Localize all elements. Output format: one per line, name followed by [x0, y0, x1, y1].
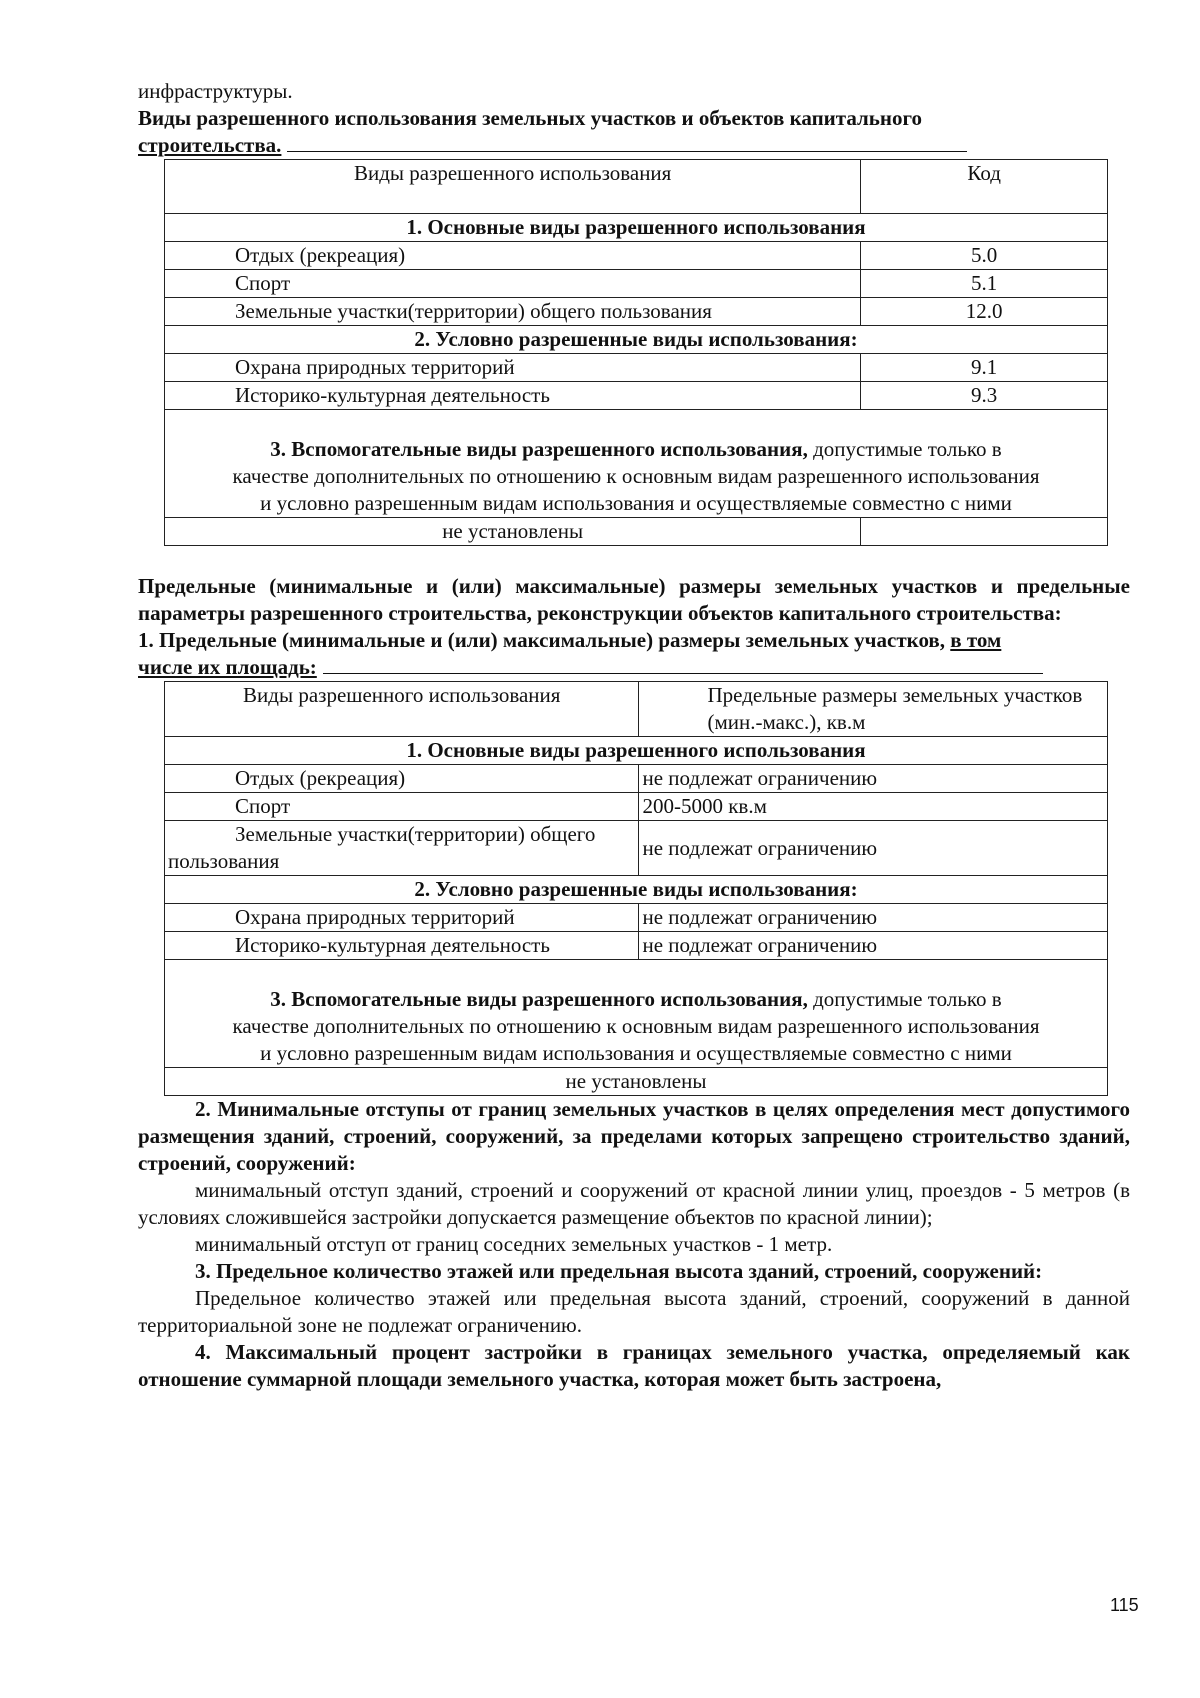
heading-permitted-uses-line1: Виды разрешенного использования земельных участков и объектов капитального — [138, 106, 923, 130]
item4-heading: 4. Максимальный процент застройки в границах земельного участка, определяемый как отношение суммарной площади земельного участка, которая может быть застроена, — [138, 1340, 1130, 1391]
section-row — [165, 326, 1108, 354]
use-name: Историко-культурная деятельность — [165, 382, 861, 410]
section-auxiliary-line1: допустимые только в — [807, 987, 1002, 1011]
section-auxiliary-line3: и условно разрешенным видам использования и осуществляемые совместно с ними — [260, 491, 1012, 515]
section-auxiliary-line3: и условно разрешенным видам использования и осуществляемые совместно с ними — [260, 1041, 1012, 1065]
use-code: 5.1 — [861, 270, 1108, 298]
size-value: не подлежат ограничению — [639, 765, 1108, 793]
table-row — [165, 904, 1108, 932]
use-code: 5.0 — [861, 242, 1108, 270]
use-code: 9.1 — [861, 354, 1108, 382]
section-auxiliary-title: 3. Вспомогательные виды разрешенного использования, — [270, 437, 808, 461]
size-value: не подлежат ограничению — [639, 932, 1108, 960]
plot-size-table — [164, 681, 1108, 1096]
use-name: Отдых (рекреация) — [165, 765, 639, 793]
size-value: не подлежат ограничению — [639, 904, 1108, 932]
section-conditional: 2. Условно разрешенные виды использования: — [165, 326, 1108, 354]
use-name-line2: пользования — [168, 849, 280, 873]
use-name: Спорт — [165, 793, 639, 821]
section-row — [165, 410, 1108, 518]
item3-heading: 3. Предельное количество этажей или предельная высота зданий, строений, сооружений: — [195, 1259, 1043, 1283]
table-row — [165, 382, 1108, 410]
use-name: Охрана природных территорий — [165, 354, 861, 382]
item2-heading: 2. Минимальные отступы от границ земельных участков в целях определения мест допустимого размещения зданий, строений, сооружений, за пределами которых запрещено строительство зданий, строений, сооружений: — [138, 1097, 1130, 1175]
heading-permitted-uses-line2: строительства. — [138, 133, 282, 157]
section-auxiliary-title: 3. Вспомогательные виды разрешенного использования, — [270, 987, 808, 1011]
heading-item1-text: 1. Предельные (минимальные и (или) максимальные) размеры земельных участков, — [138, 628, 951, 652]
section-auxiliary — [165, 960, 1108, 1068]
use-name: Охрана природных территорий — [165, 904, 639, 932]
table-row — [165, 518, 1108, 546]
not-set-cell: не установлены — [165, 1068, 1108, 1096]
use-code: 12.0 — [861, 298, 1108, 326]
header-name: Виды разрешенного использования — [165, 682, 639, 737]
use-name-line1: Земельные участки(территории) общего — [235, 822, 596, 846]
use-name — [165, 821, 639, 876]
empty-cell — [861, 518, 1108, 546]
section-row — [165, 876, 1108, 904]
heading-limits-line3: капитального строительства: — [778, 601, 1062, 625]
heading-item1-line2: числе их площадь: — [138, 655, 317, 679]
page-number: 115 — [1110, 1595, 1139, 1615]
use-name: Спорт — [165, 270, 861, 298]
not-set-cell: не установлены — [165, 518, 861, 546]
permitted-uses-table — [164, 159, 1108, 546]
item2-text2: минимальный отступ от границ соседних земельных участков - 1 метр. — [195, 1232, 833, 1256]
heading-item1 — [138, 627, 1130, 681]
table-header-row — [165, 160, 1108, 214]
use-name: Отдых (рекреация) — [165, 242, 861, 270]
section-row — [165, 737, 1108, 765]
header-name: Виды разрешенного использования — [165, 160, 861, 214]
item3-text: Предельное количество этажей или предельная высота зданий, строений, сооружений в данной территориальной зоне не подлежат ограничению. — [138, 1286, 1130, 1337]
section-row — [165, 960, 1108, 1068]
table-row — [165, 821, 1108, 876]
table-row — [165, 298, 1108, 326]
table-header-row — [165, 682, 1108, 737]
document-page — [138, 78, 1130, 1393]
use-code: 9.3 — [861, 382, 1108, 410]
section-auxiliary-line1: допустимые только в — [807, 437, 1002, 461]
heading-limits-line1: Предельные (минимальные и (или) максимальные) размеры земельных участков и — [138, 574, 1003, 598]
intro-fragment: инфраструктуры. — [138, 79, 293, 103]
use-name: Историко-культурная деятельность — [165, 932, 639, 960]
section-main: 1. Основные виды разрешенного использования — [165, 737, 1108, 765]
table-row — [165, 354, 1108, 382]
item2-text1: минимальный отступ зданий, строений и сооружений от красной линии улиц, проездов - 5 метров (в условиях сложившейся застройки допускается размещение объектов по красной линии); — [138, 1178, 1130, 1229]
section-auxiliary-line2: качестве дополнительных по отношению к основным видам разрешенного использования — [232, 1014, 1040, 1038]
header-size: Предельные размеры земельных участков (мин.-макс.), кв.м — [639, 682, 1108, 737]
section-main: 1. Основные виды разрешенного использования — [165, 214, 1108, 242]
table-row — [165, 1068, 1108, 1096]
heading-limits — [138, 573, 1130, 627]
table-row — [165, 932, 1108, 960]
section-row — [165, 214, 1108, 242]
heading-item1-underlined: в том — [950, 628, 1002, 652]
table-row — [165, 242, 1108, 270]
use-name: Земельные участки(территории) общего пользования — [165, 298, 861, 326]
section-auxiliary — [165, 410, 1108, 518]
header-code: Код — [861, 160, 1108, 214]
table-row — [165, 765, 1108, 793]
table-row — [165, 270, 1108, 298]
size-value: не подлежат ограничению — [639, 821, 1108, 876]
heading-limits-line2: предельные параметры разрешенного строительства, реконструкции объектов — [138, 574, 1131, 625]
size-value: 200-5000 кв.м — [639, 793, 1108, 821]
table-row — [165, 793, 1108, 821]
section-auxiliary-line2: качестве дополнительных по отношению к основным видам разрешенного использования — [232, 464, 1040, 488]
section-conditional: 2. Условно разрешенные виды использования: — [165, 876, 1108, 904]
heading-permitted-uses — [138, 105, 1130, 159]
